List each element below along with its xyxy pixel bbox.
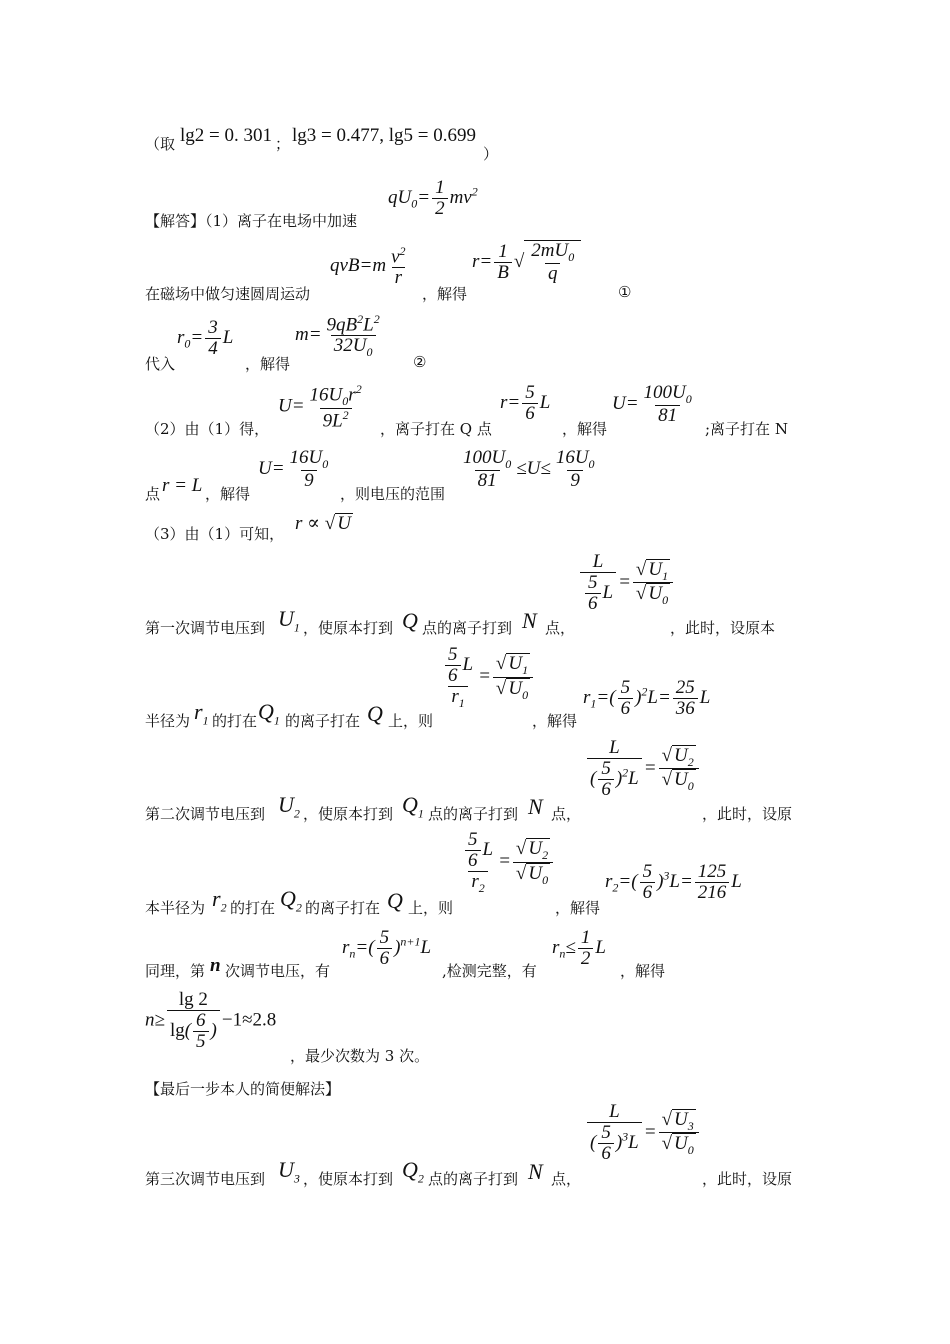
text-line-9b: 的打在 [212,712,258,730]
symbol-U3: $U_3$ [278,1157,300,1186]
text-line-2: 【解答】（1）离子在电场中加速 [145,212,358,230]
text-close-paren: ） [483,145,499,163]
symbol-U1: $U_1$ [278,606,300,635]
symbol-r2: $r_2$ [212,886,227,915]
text-line-5d: ;离子打在 N [705,420,788,438]
text-line-8e: ，此时，设原本 [670,619,776,637]
text-line-9d: 上，则 [388,712,434,730]
formula-ratio-1: L $\frac{5}{6}$ L = $\frac{√ U_1}{√ U_0}$ [578,552,675,614]
text-line-10b: ，使原本打到 [303,805,394,823]
text-line-11c: 的离子打在 [305,899,381,917]
text-line-15b: ，使原本打到 [303,1170,394,1188]
text-line-13: ，最少次数为 3 次。 [290,1047,430,1065]
equation-mark-2: ② [413,353,427,371]
text-line-15d: 点， [551,1170,582,1188]
text-line-6b: ，解得 [205,485,251,503]
symbol-Q1: $Q_1$ [258,699,280,728]
text-line-15e: ，此时，设原 [702,1170,793,1188]
text-line-9e: ，解得 [532,712,578,730]
formula-rn: $r_n=$( $\frac{5}{6}$ )$^{n+1}$L [342,927,432,969]
formula-UN: U= $\frac{16U_0}{9}$ [258,447,329,492]
formula-r1-result: $r_1=$( $\frac{5}{6}$ )$^2$L= $\frac{25}{36}$ L [583,677,711,719]
formula-ratio-r1: $\frac{5}{6}$ L $r_1$ = $\frac{√ U_1}{√ U_0}$ [438,645,535,709]
text-line-11e: ，解得 [555,899,601,917]
symbol-Q: Q [402,608,418,633]
formula-ratio-r2: $\frac{5}{6}$ L $r_2$ = $\frac{√ U_2}{√ U_0}$ [458,830,555,894]
text-line-10d: 点， [551,805,582,823]
formula-energy: $qU_0=$ $\frac{1}{2}$ $mv^2$ [388,177,478,219]
text-line-15a: 第三次调节电压到 [145,1170,266,1188]
text-line-11a: 本半径为 [145,899,206,917]
text-line-10c: 点的离子打到 [428,805,519,823]
formula-UQ: U= $\frac{100U_0}{81}$ [612,382,692,427]
text-line-7: （3）由（1）可知， [145,525,285,543]
text-line-8a: 第一次调节电压到 [145,619,266,637]
text-line-5a: （2）由（1）得， [145,420,270,438]
symbol-N: N [522,608,537,633]
symbol-Q2: $Q_2$ [280,886,302,915]
text-line-3b: ，解得 [422,285,468,303]
text-line-3a: 在磁场中做匀速圆周运动 [145,285,311,303]
formula-lg2: lg2 = 0. 301 [180,125,272,146]
text-line-10e: ，此时，设原 [702,805,793,823]
text-line-5b: ，离子打在 Q 点 [380,420,492,438]
symbol-Q-target: Q [367,701,383,726]
equation-mark-1: ① [618,283,632,301]
text-line-9c: 的离子打在 [285,712,361,730]
formula-U-r: U= $\frac{16U_0r^2}{9L^2}$ [278,382,362,432]
text-line-8b: ，使原本打到 [303,619,394,637]
text-line-14-heading: 【最后一步本人的简便解法】 [145,1080,341,1098]
symbol-n: n [210,955,221,976]
text-line-8d: 点， [545,619,576,637]
symbol-U2: $U_2$ [278,792,300,821]
text-line-4a: 代入 [145,355,176,373]
formula-proportional: r ∝ √ U [295,513,351,534]
formula-r2-result: $r_2=$( $\frac{5}{6}$ )$^3$L= $\frac{125}{216}$ L [605,861,742,903]
formula-voltage-range: $\frac{100U_0}{81}$ ≤U≤ $\frac{16U_0}{9}$ [463,447,595,492]
text-line-12b: 次调节电压，有 [225,962,331,980]
symbol-N-c: N [528,1159,543,1184]
formula-radius: r= $\frac{1}{B}$ √ $\frac{2mU_0}{q}$ [472,240,581,284]
text-line-8c: 点的离子打到 [422,619,513,637]
text-line-12c: ,检测完整，有 [442,962,537,980]
text-line-12d: ，解得 [620,962,666,980]
text-line-11b: 的打在 [230,899,276,917]
formula-ratio-2: L ( $\frac{5}{6}$ )$^2$L = $\frac{√ U_2}{√ U_0}$ [585,738,701,800]
text-line-5c: ，解得 [562,420,608,438]
text-line-11d: 上，则 [408,899,454,917]
symbol-Q1-b: $Q_1$ [402,792,424,821]
text-separator: ； [275,135,291,153]
formula-lg3-lg5: lg3 = 0.477, lg5 = 0.699 [292,125,476,146]
symbol-Q-target-b: Q [387,888,403,913]
formula-lorentz: qvB=m $\frac{v^2}{r}$ [330,244,406,289]
text-line-4b: ，解得 [245,355,291,373]
text-line-6a: 点 [145,485,161,503]
text-line-1: （取 [145,135,176,153]
formula-r0: $r_0=$ $\frac{3}{4}$ L [177,317,234,359]
formula-mass: m= $\frac{9qB^2L^2}{32U_0}$ [295,312,380,360]
text-line-9a: 半径为 [145,712,191,730]
formula-ratio-3: L ( $\frac{5}{6}$ )$^3$L = $\frac{√ U_3}{√ U_0}$ [585,1102,701,1164]
symbol-N-b: N [528,794,543,819]
text-line-10a: 第二次调节电压到 [145,805,266,823]
text-line-15c: 点的离子打到 [428,1170,519,1188]
symbol-Q2-b: $Q_2$ [402,1157,424,1186]
formula-rQ: r= $\frac{5}{6}$ L [500,382,551,424]
formula-n-result: n≥ lg 2 lg( $\frac{6}{5}$ ) −1≈2.8 [145,989,277,1052]
text-line-6c: ，则电压的范围 [340,485,446,503]
symbol-r1: $r_1$ [194,699,209,728]
formula-rN: r = L [162,475,203,496]
text-line-12a: 同理，第 [145,962,206,980]
formula-rn-bound: $r_n\le$ $\frac{1}{2}$ L [552,927,606,969]
